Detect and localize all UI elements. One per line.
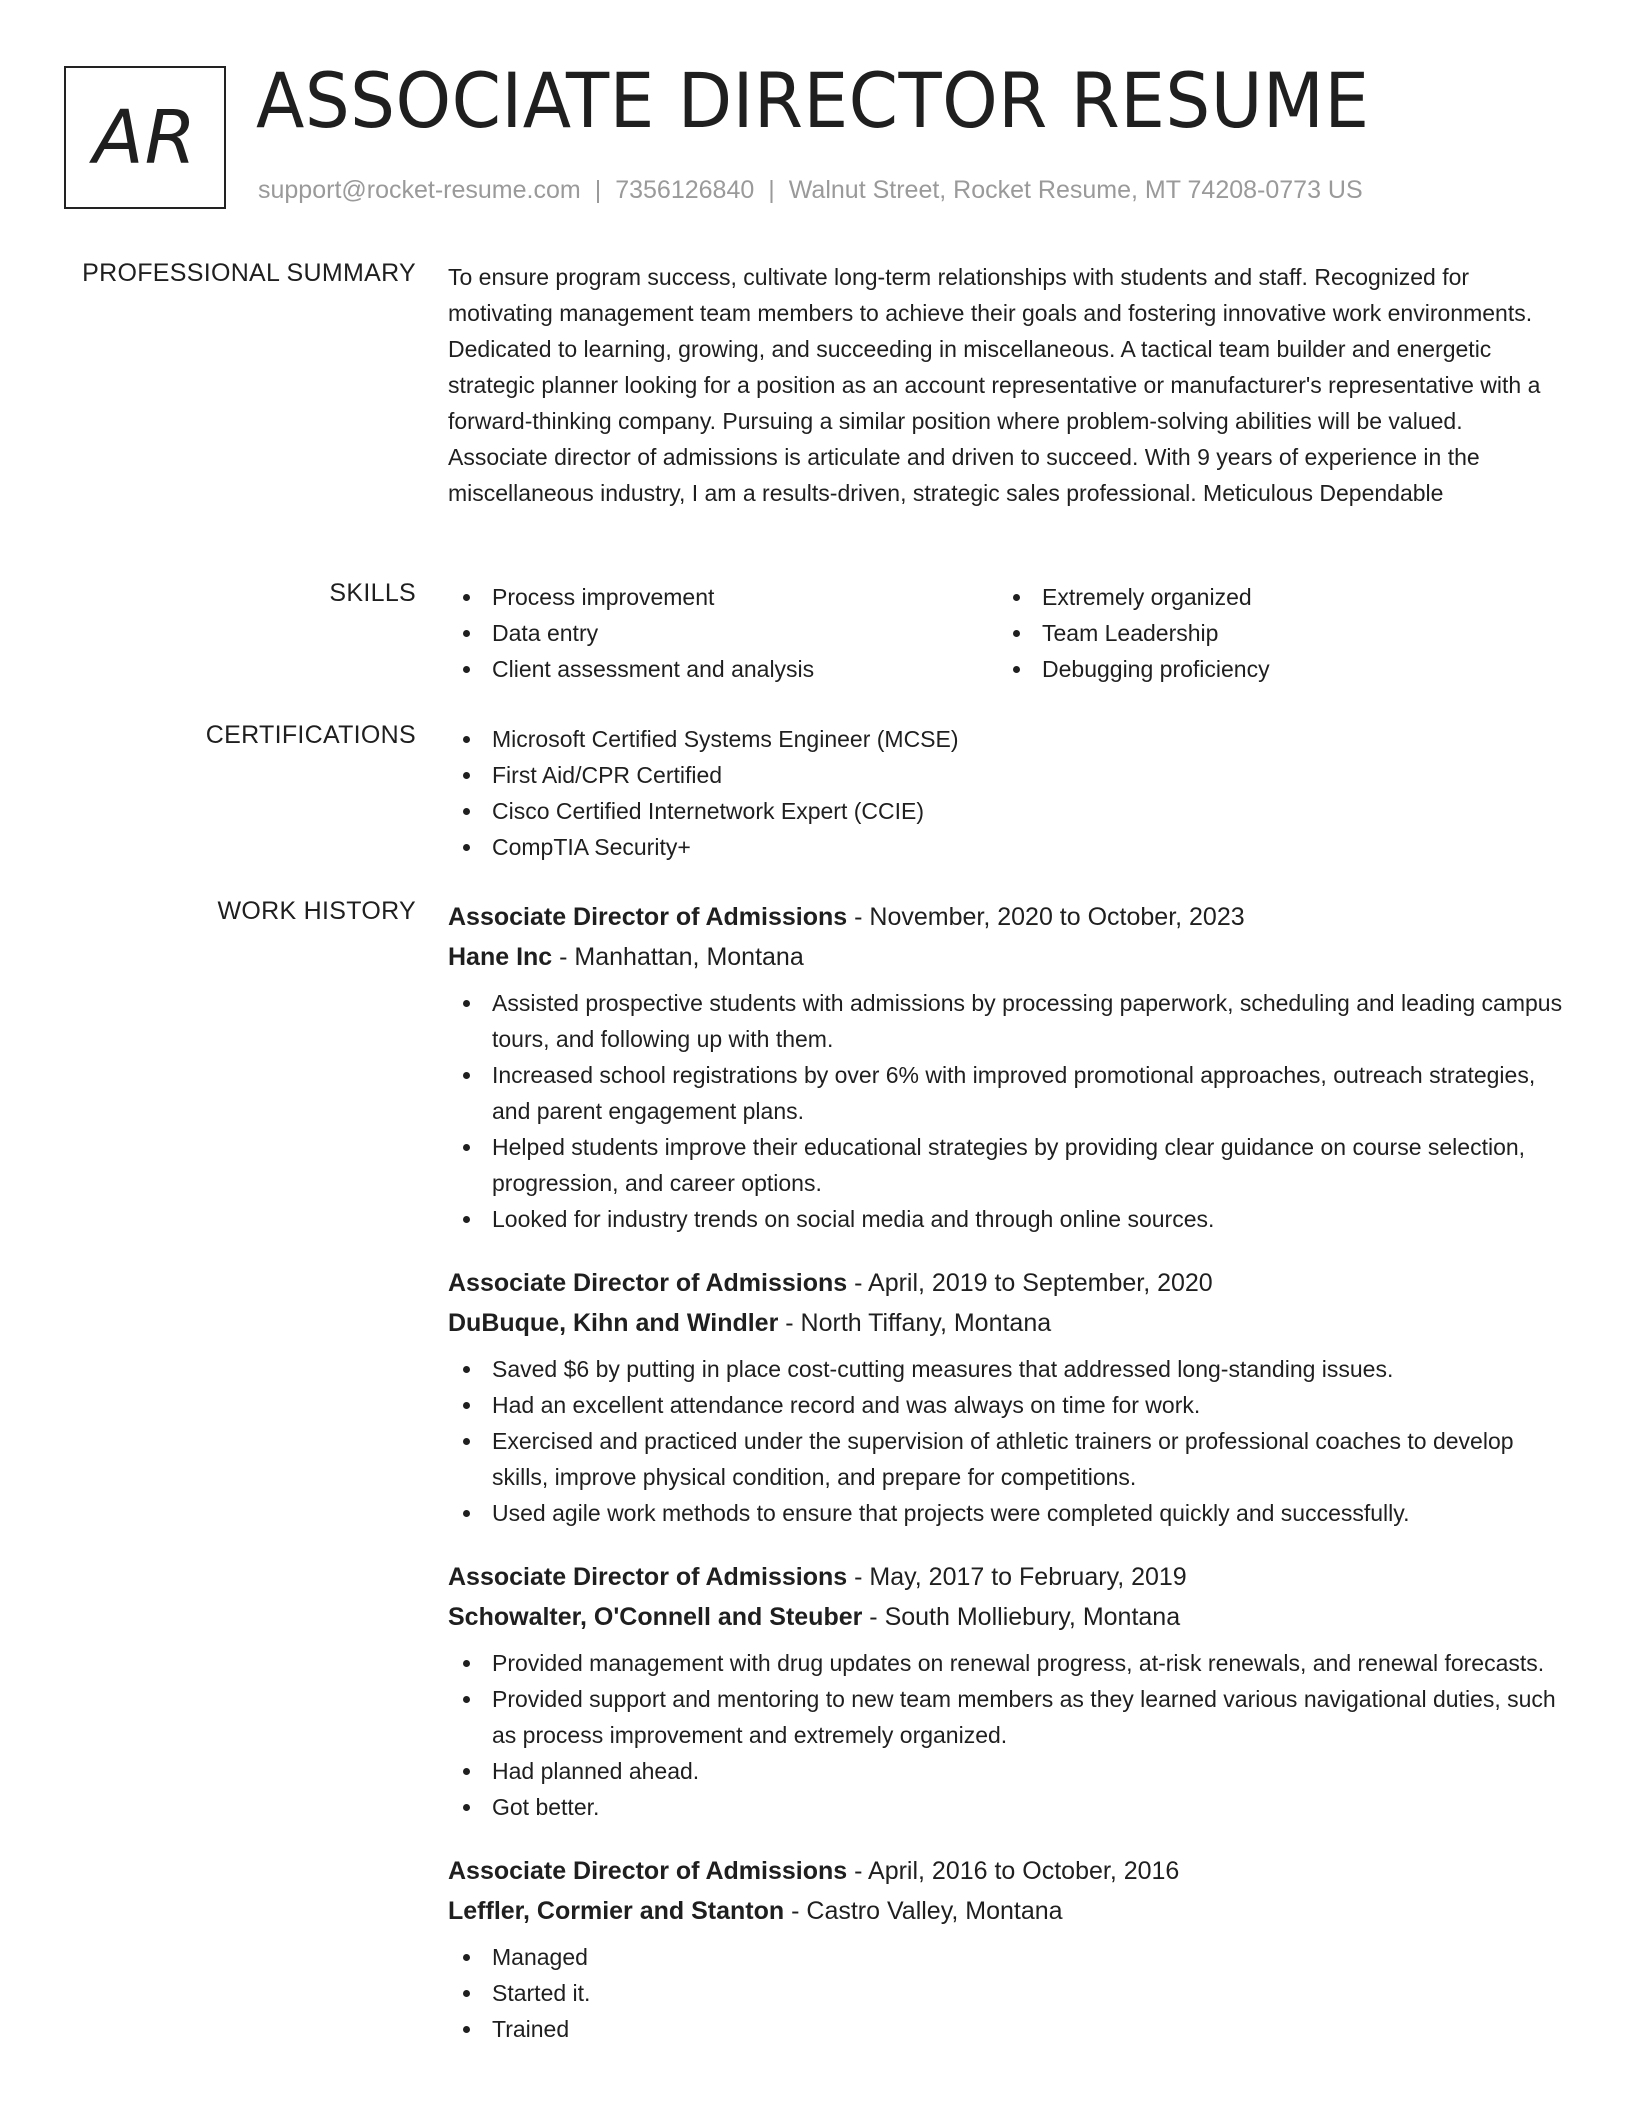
section-title-skills: SKILLS <box>329 579 416 607</box>
skill-item: Process improvement <box>448 579 998 615</box>
job-company-line <box>448 1891 1564 1931</box>
certifications-body <box>448 721 1564 865</box>
job-bullet: Had planned ahead. <box>448 1753 1564 1789</box>
skill-item: Data entry <box>448 615 998 651</box>
job-bullet: Managed <box>448 1939 1564 1975</box>
job-bullets <box>448 1351 1564 1531</box>
job-bullet: Started it. <box>448 1975 1564 2011</box>
section-title-work-history: WORK HISTORY <box>217 897 416 925</box>
job-dates: - May, 2017 to February, 2019 <box>847 1563 1187 1591</box>
monogram-initials: AR <box>92 94 198 181</box>
job-bullet: Got better. <box>448 1789 1564 1825</box>
job-bullet: Saved $6 by putting in place cost-cutting measures that addressed long-standing issues. <box>448 1351 1564 1387</box>
certification-item: CompTIA Security+ <box>448 829 1564 865</box>
job-bullet: Used agile work methods to ensure that projects were completed quickly and successfully. <box>448 1495 1564 1531</box>
job-role: Associate Director of Admissions <box>448 1563 848 1591</box>
job-entry <box>448 1851 1564 2047</box>
resume-title: ASSOCIATE DIRECTOR RESUME <box>256 56 1370 145</box>
job-location: - Manhattan, Montana <box>552 943 804 971</box>
job-entry <box>448 897 1564 1237</box>
job-bullets <box>448 1939 1564 2047</box>
certification-item: Microsoft Certified Systems Engineer (MCSE) <box>448 721 1564 757</box>
job-role-line <box>448 1263 1564 1303</box>
monogram-box <box>64 66 226 209</box>
job-location: - North Tiffany, Montana <box>778 1309 1052 1337</box>
certifications-list <box>448 721 1564 865</box>
skills-body <box>448 579 1564 687</box>
job-bullet: Trained <box>448 2011 1564 2047</box>
contact-address: Walnut Street, Rocket Resume, MT 74208-0773 US <box>788 176 1363 204</box>
job-role: Associate Director of Admissions <box>448 1269 848 1297</box>
skill-item: Debugging proficiency <box>998 651 1548 687</box>
skills-column-2 <box>998 579 1548 687</box>
skills-column-1 <box>448 579 998 687</box>
job-dates: - November, 2020 to October, 2023 <box>847 903 1245 931</box>
job-dates: - April, 2016 to October, 2016 <box>847 1857 1180 1885</box>
job-company-line <box>448 937 1564 977</box>
job-bullet: Increased school registrations by over 6% with improved promotional approaches, outreach strategies, and parent engagement plans. <box>448 1057 1564 1129</box>
contact-line <box>258 176 1363 205</box>
section-title-certifications: CERTIFICATIONS <box>205 721 416 749</box>
job-company: DuBuque, Kihn and Windler <box>448 1309 779 1337</box>
job-bullet: Exercised and practiced under the supervision of athletic trainers or professional coaches to develop skills, improve physical condition, and prepare for competitions. <box>448 1423 1564 1495</box>
job-bullet: Assisted prospective students with admissions by processing paperwork, scheduling and leading campus tours, and following up with them. <box>448 985 1564 1057</box>
summary-text: To ensure program success, cultivate long-term relationships with students and staff. Recognized for motivating management team members to achieve their goals and fostering innovative work environments. Dedicated to learning, growing, and succeeding in miscellaneous. A tactical team builder and energetic strategic planner looking for a position as an account representative or manufacturer's representative with a forward-thinking company. Pursuing a similar position where problem-solving abilities will be valued. Associate director of admissions is articulate and driven to succeed. With 9 years of experience in the miscellaneous industry, I am a results-driven, strategic sales professional. Meticulous Dependable <box>448 264 1541 506</box>
job-entry <box>448 1263 1564 1531</box>
job-location: - South Molliebury, Montana <box>862 1603 1181 1631</box>
skill-item: Team Leadership <box>998 615 1548 651</box>
job-bullet: Looked for industry trends on social media and through online sources. <box>448 1201 1564 1237</box>
job-company: Hane Inc <box>448 943 553 971</box>
certification-item: Cisco Certified Internetwork Expert (CCIE) <box>448 793 1564 829</box>
job-role: Associate Director of Admissions <box>448 1857 848 1885</box>
job-role: Associate Director of Admissions <box>448 903 848 931</box>
skills-grid <box>448 579 1564 687</box>
job-bullets <box>448 985 1564 1237</box>
job-company: Leffler, Cormier and Stanton <box>448 1897 785 1925</box>
skill-item: Client assessment and analysis <box>448 651 998 687</box>
job-role-line <box>448 1851 1564 1891</box>
contact-separator: | <box>594 176 602 204</box>
contact-separator: | <box>768 176 775 204</box>
skill-item: Extremely organized <box>998 579 1548 615</box>
work-history-body <box>448 897 1564 2073</box>
contact-email[interactable]: support@rocket-resume.com <box>258 176 581 204</box>
job-role-line <box>448 897 1564 937</box>
job-bullet: Provided support and mentoring to new team members as they learned various navigational duties, such as process improvement and extremely organized. <box>448 1681 1564 1753</box>
job-company-line <box>448 1597 1564 1637</box>
job-bullet: Provided management with drug updates on renewal progress, at-risk renewals, and renewal forecasts. <box>448 1645 1564 1681</box>
job-company: Schowalter, O'Connell and Steuber <box>448 1603 863 1631</box>
contact-phone[interactable]: 7356126840 <box>615 176 755 204</box>
job-role-line <box>448 1557 1564 1597</box>
job-location: - Castro Valley, Montana <box>784 1897 1063 1925</box>
job-bullet: Helped students improve their educational strategies by providing clear guidance on course selection, progression, and career options. <box>448 1129 1564 1201</box>
job-entry <box>448 1557 1564 1825</box>
job-bullet: Had an excellent attendance record and was always on time for work. <box>448 1387 1564 1423</box>
job-company-line <box>448 1303 1564 1343</box>
section-title-summary: PROFESSIONAL SUMMARY <box>82 259 416 287</box>
certification-item: First Aid/CPR Certified <box>448 757 1564 793</box>
job-bullets <box>448 1645 1564 1825</box>
job-dates: - April, 2019 to September, 2020 <box>847 1269 1213 1297</box>
